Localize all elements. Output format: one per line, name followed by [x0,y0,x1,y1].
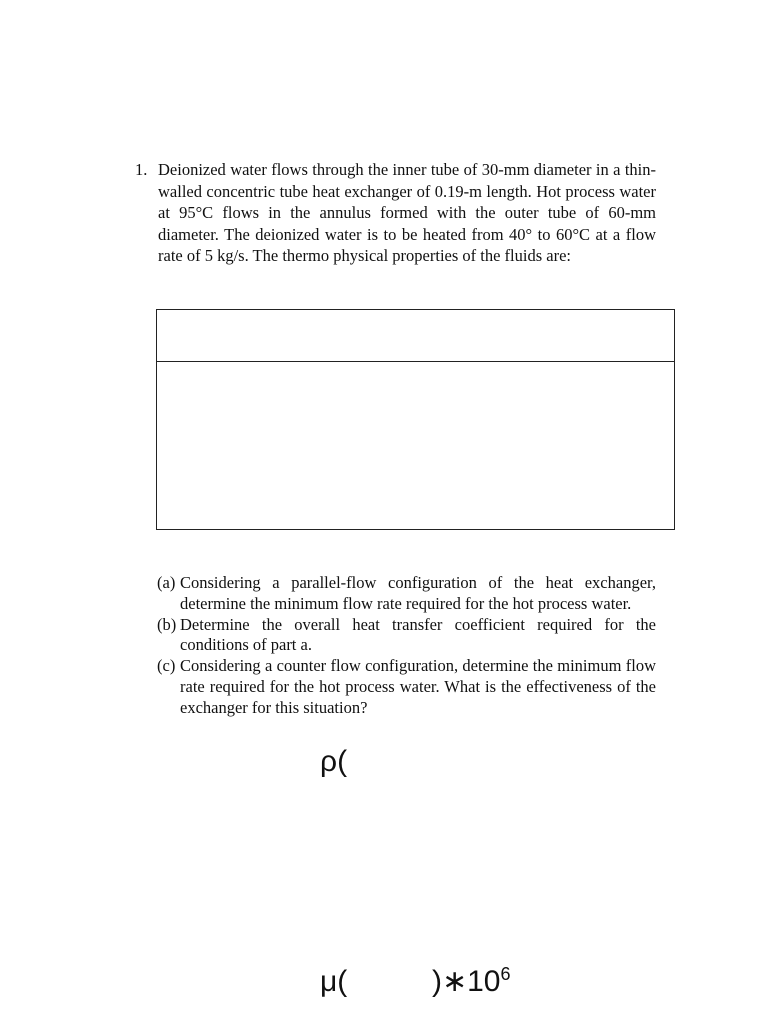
viscosity-open: μ( [320,965,348,998]
part-text: Determine the overall heat transfer coefficient required for the conditions of part a. [180,614,656,655]
table-header-divider [157,361,674,362]
viscosity-exponent: 6 [500,964,511,984]
properties-table [156,309,675,530]
problem-statement [135,159,656,267]
problem-text: Deionized water flows through the inner tube of 30-mm diameter in a thin-walled concentric tube heat exchanger of 0.19-m length. Hot process water at 95°C flows in the annulus formed with the outer tube of 60-mm diameter. The deionized water is to be heated from 40° to 60°C at a flow rate of 5 kg/s. The thermo physical properties of the fluids are: [158,160,656,266]
density-symbol: ρ( [320,745,348,778]
viscosity-symbol [320,960,520,1008]
question-part-a [157,573,656,615]
part-label: (c) [157,656,176,676]
part-text: Considering a counter flow configuration, determine the minimum flow rate required for the hot process water. What is the effectiveness of the exchanger for this situation? [180,656,656,717]
problem-number: 1. [135,160,148,179]
question-part-b [157,615,656,657]
question-part-c [157,656,656,718]
part-label: (a) [157,573,176,592]
part-text: Considering a parallel-flow configuration of the heat exchanger, determine the minimum flow rate required for the hot process water. [180,573,656,613]
question-parts [157,573,656,719]
part-label: (b) [157,614,177,634]
viscosity-multiplier: )∗10 [432,965,501,998]
viscosity-scale [432,960,511,1004]
